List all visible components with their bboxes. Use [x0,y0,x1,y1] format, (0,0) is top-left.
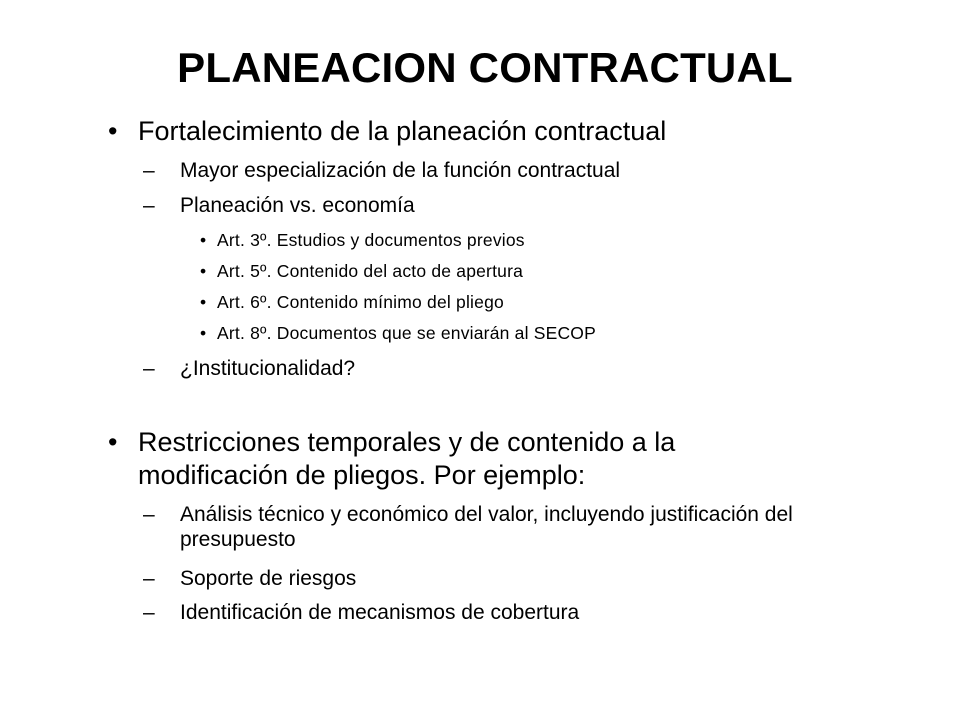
dash-marker: – [143,357,155,380]
bullet-item [108,426,818,492]
dash-marker: – [143,601,155,624]
sub-bullet-item [143,600,820,625]
sub-sub-bullet-item [200,260,817,282]
bullet-marker: • [200,323,207,343]
bullet-marker: • [108,427,118,457]
sub-bullet-item [143,356,820,381]
sub-sub-bullet-text: Art. 6º. Contenido mínimo del pliego [217,292,504,312]
bullet-item [108,115,818,148]
dash-marker: – [143,194,155,217]
bullet-marker: • [200,230,207,250]
sub-sub-bullet-text: Art. 5º. Contenido del acto de apertura [217,261,524,281]
sub-sub-bullet-item [200,229,817,251]
bullet-text: Fortalecimiento de la planeación contractual [138,116,667,146]
dash-marker: – [143,503,155,526]
dash-marker: – [143,159,155,182]
sub-bullet-text: Análisis técnico y económico del valor, incluyendo justificación del presupuesto [180,503,793,551]
sub-bullet-item [143,566,820,591]
sub-sub-bullet-text: Art. 3º. Estudios y documentos previos [217,230,525,250]
sub-bullet-text: Mayor especialización de la función contractual [180,159,621,182]
sub-bullet-item [143,193,820,218]
bullet-text: Restricciones temporales y de contenido a la modificación de pliegos. Por ejemplo: [138,427,676,490]
sub-bullet-item [143,502,820,552]
bullet-marker: • [200,261,207,281]
sub-sub-bullet-item [200,291,817,313]
sub-bullet-text: Identificación de mecanismos de cobertura [180,601,580,624]
slide-title: PLANEACION CONTRACTUAL [177,44,793,91]
sub-sub-bullet-text: Art. 8º. Documentos que se enviarán al SECOP [217,323,596,343]
dash-marker: – [143,567,155,590]
sub-sub-bullet-item [200,322,817,344]
sub-bullet-text: Planeación vs. economía [180,194,415,217]
sub-bullet-text: Soporte de riesgos [180,567,357,590]
sub-bullet-text: ¿Institucionalidad? [180,357,356,380]
bullet-marker: • [200,292,207,312]
bullet-marker: • [108,116,118,146]
sub-bullet-item [143,158,820,183]
